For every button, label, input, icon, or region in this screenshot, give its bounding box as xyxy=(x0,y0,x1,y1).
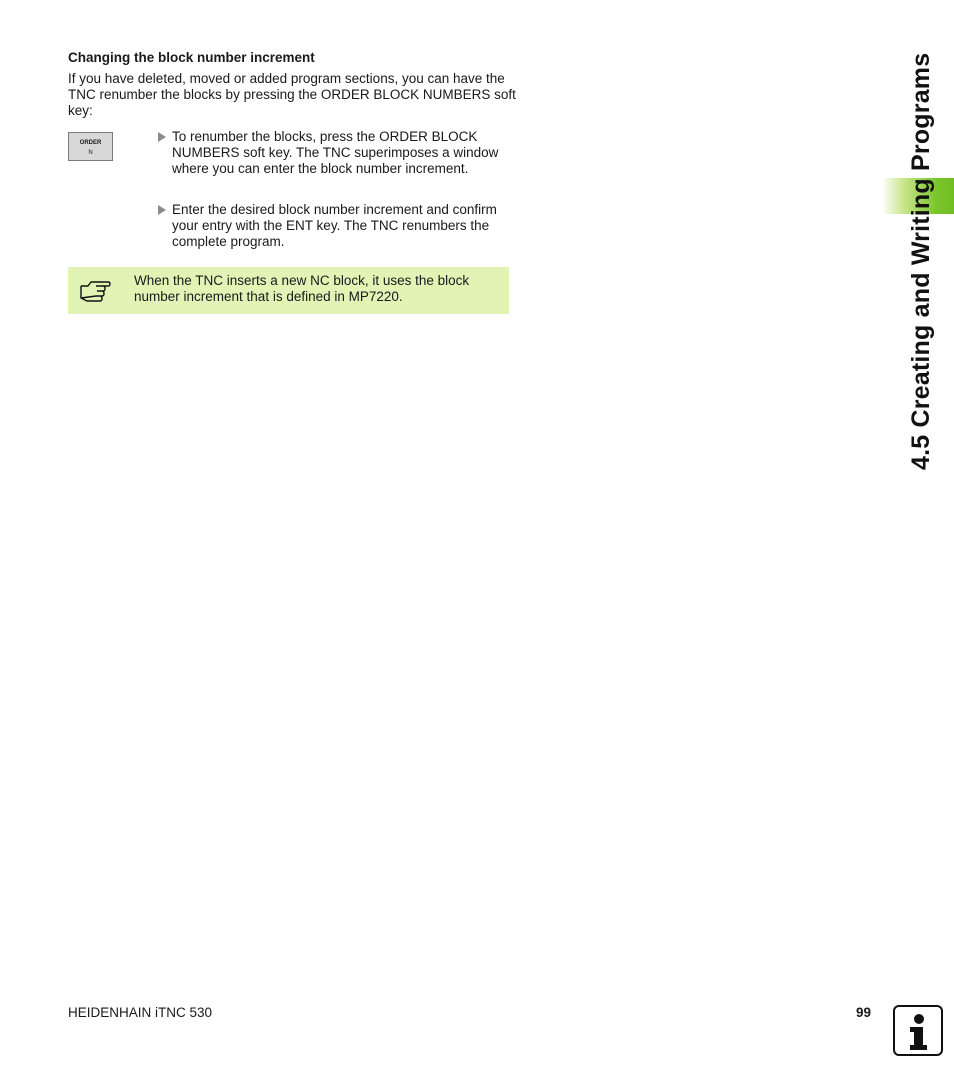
step-arrow-icon xyxy=(158,205,166,215)
step-item xyxy=(158,129,508,178)
chapter-side-title: 4.5 Creating and Writing Programs xyxy=(907,52,935,470)
order-block-numbers-softkey[interactable] xyxy=(68,132,113,161)
step-text: To renumber the blocks, press the ORDER BLOCK NUMBERS soft key. The TNC superimposes a window where you can enter the block number increment. xyxy=(172,129,499,177)
softkey-label-line2: N xyxy=(88,150,93,156)
section-heading: Changing the block number increment xyxy=(68,50,315,65)
note-text: When the TNC inserts a new NC block, it uses the block number increment that is defined in MP7220. xyxy=(134,273,470,305)
step-arrow-icon xyxy=(158,132,166,142)
pointing-hand-icon xyxy=(78,277,112,303)
step-text: Enter the desired block number increment and confirm your entry with the ENT key. The TNC renumbers the complete program. xyxy=(172,202,497,250)
intro-paragraph: If you have deleted, moved or added program sections, you can have the TNC renumber the blocks by pressing the ORDER BLOCK NUMBERS soft key: xyxy=(68,71,516,119)
softkey-label-line1: ORDER xyxy=(79,140,102,146)
step-item xyxy=(158,202,508,251)
info-glyph-icon xyxy=(895,1007,941,1054)
info-icon xyxy=(893,1005,943,1056)
footer-product: HEIDENHAIN iTNC 530 xyxy=(68,1005,213,1020)
note-box xyxy=(68,267,509,314)
page-number: 99 xyxy=(856,1005,872,1020)
